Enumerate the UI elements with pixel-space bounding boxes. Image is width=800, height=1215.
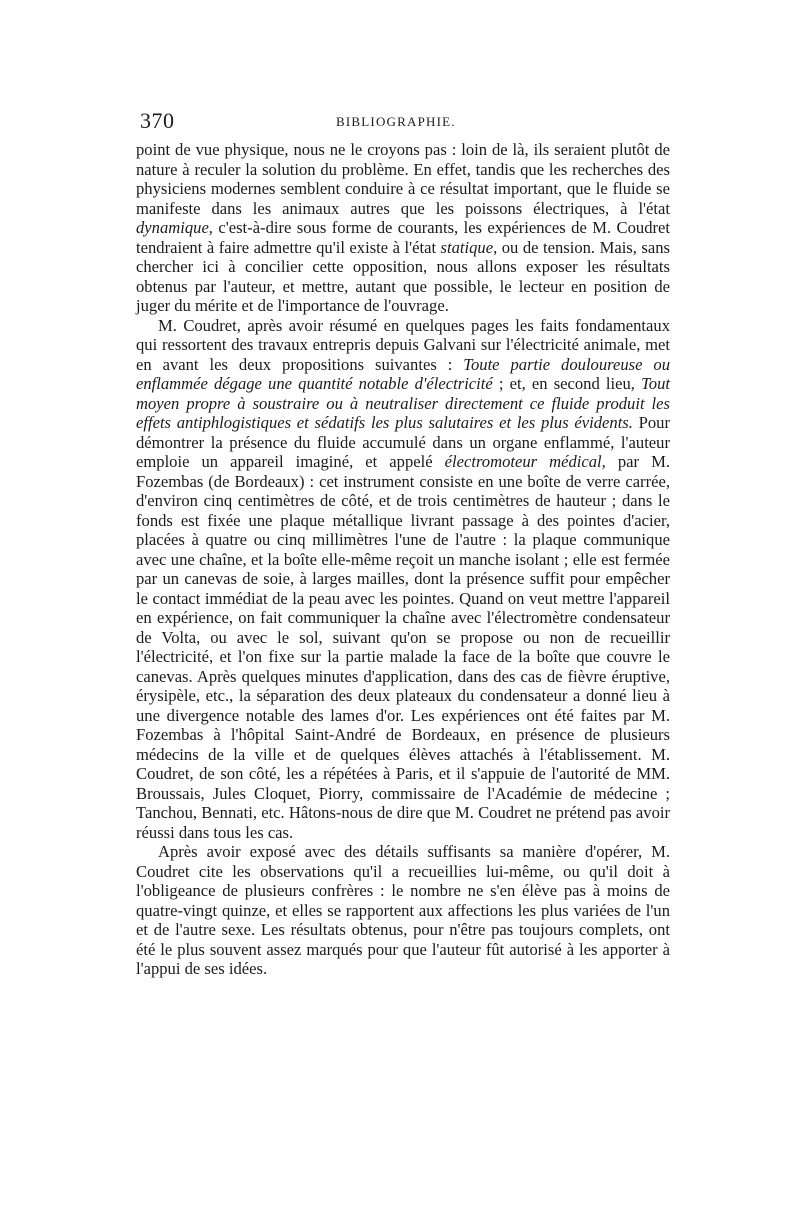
text-segment: Après avoir exposé avec des détails suffisants sa manière d'opérer, M. Coudret cite les observations qu'il a recueillies lui-même, ou qu'il doit à l'obligeance de plusieurs confrères : le nombre ne s'en élève pas à moins de quatre-vingt quinze, et elles se rapportent aux affections les plus variées de l'un et de l'autre sexe. Les résultats obtenus, pour n'être pas toujours complets, ont été le plus souvent assez marqués pour que l'auteur fût autorisé à les apporter à l'appui de ses idées. — [136, 842, 670, 978]
italic-segment: Tout moyen propre à soustraire ou à neutraliser directement ce fluide produit les effets antiphlogistiques et sédatifs les plus salutaires et les plus évidents. — [136, 374, 670, 432]
text-segment: Pour démontrer la présence du fluide accumulé dans un organe enflammé, l'auteur emploie un appareil imaginé, et appelé — [136, 413, 670, 471]
page-number: 370 — [140, 108, 175, 133]
text-segment: point de vue physique, nous ne le croyons pas : loin de là, ils seraient plutôt de nature à reculer la solution du problème. En effet, tandis que les recherches des physiciens modernes semblent conduire à ce résultat important, que le fluide se manifeste dans les animaux autres que les poissons électriques, à l'état — [136, 140, 670, 218]
italic-segment: dynamique, — [136, 218, 213, 237]
italic-segment: statique — [440, 237, 494, 257]
body-text — [136, 140, 670, 979]
book-page — [136, 108, 670, 979]
text-segment: c'est-à-dire sous forme de courants, les expériences de M. Coudret tendraient à faire admettre qu'il existe à l'état — [136, 218, 670, 257]
paragraph-2 — [136, 316, 670, 843]
running-title: BIBLIOGRAPHIE. — [336, 114, 456, 129]
text-segment: M. Coudret, après avoir résumé en quelques pages les faits fondamentaux qui ressortent des travaux entrepris depuis Galvani sur l'électricité animale, met en avant les deux propositions suivantes : — [136, 315, 670, 374]
italic-segment: Toute partie douloureuse ou enflammée dégage une quantité notable d'électricité — [136, 354, 670, 393]
paragraph-3 — [136, 842, 670, 979]
text-segment: par M. Fozembas (de Bordeaux) : cet instrument consiste en une boîte de verre carrée, d'environ cinq centimètres de côté, et de trois centimètres de hauteur ; dans le fonds est fixée une plaque métallique livrant passage à des pointes d'acier, placées à quatre ou cinq millimètres l'une de l'autre : la plaque communique avec une chaîne, et la boîte elle-même reçoit un manche isolant ; elle est fermée par un canevas de soie, à larges mailles, dont la présence suffit pour empêcher le contact immédiat de la peau avec les pointes. Quand on veut mettre l'appareil en expérience, on fait communiquer la chaîne avec l'électromètre condensateur de Volta, ou avec le sol, suivant qu'on se propose ou non de recueillir l'électricité, et l'on fixe sur la partie malade la face de la boîte que couvre le canevas. Après quelques minutes d'application, dans des cas de fièvre éruptive, érysipèle, etc., la séparation des deux plateaux du condensateur a donné lieu à une divergence notable des lames d'or. Les expériences ont été faites par M. Fozembas à l'hôpital Saint-André de Bordeaux, en présence de plusieurs médecins de la ville et de quelques élèves attachés à l'établissement. M. Coudret, de son côté, les a répétées à Paris, et il s'appuie de l'autorité de MM. Broussais, Jules Cloquet, Piorry, commissaire de l'Académie de médecine ; Tanchou, Bennati, etc. Hâtons-nous de dire que M. Coudret ne prétend pas avoir réussi dans tous les cas. — [136, 452, 670, 842]
paragraph-1 — [136, 140, 670, 316]
text-segment: ; et, en second lieu, — [492, 374, 642, 393]
italic-segment: électromoteur médical, — [444, 452, 606, 471]
text-segment: , ou de tension. Mais, sans chercher ici à concilier cette opposition, nous allons exposer les résultats obtenus par l'auteur, et mettre, autant que possible, le lecteur en position de juger du mérite et de l'importance de l'ouvrage. — [136, 237, 670, 315]
page-header — [136, 108, 670, 136]
